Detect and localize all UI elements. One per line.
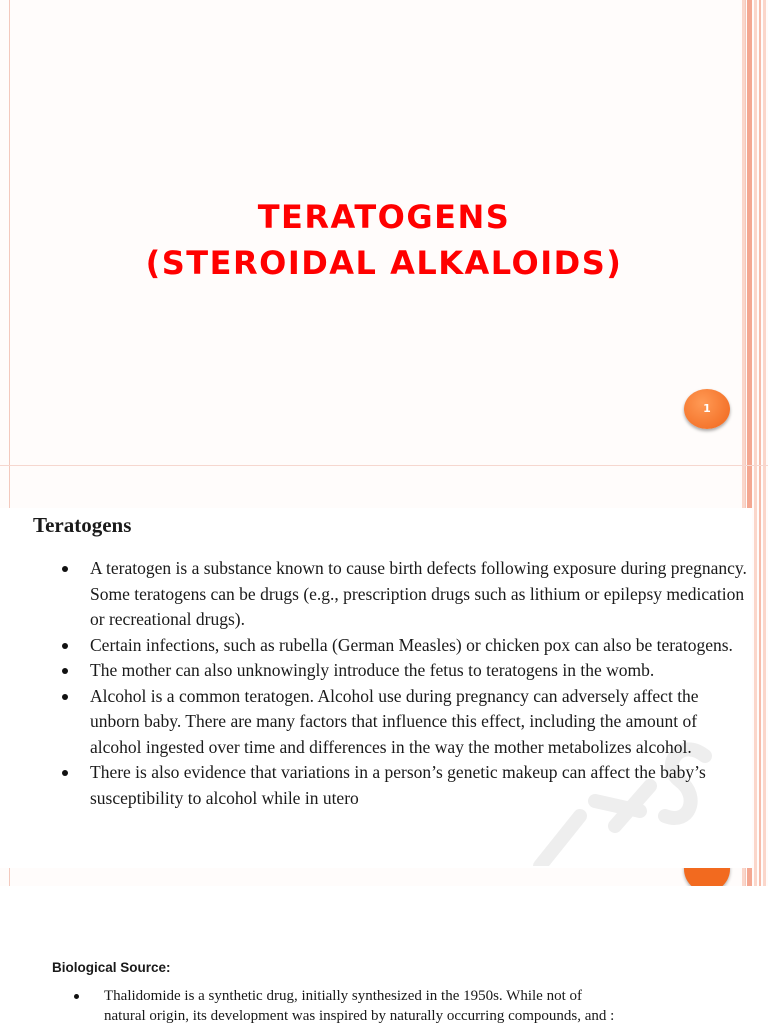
teratogens-slide: [0, 466, 768, 886]
page-number-badge: 1: [684, 389, 730, 429]
slide-title: [0, 194, 768, 286]
bullet-item: [74, 986, 768, 1024]
bullet-line: Thalidomide is a synthetic drug, initially synthesized in the 1950s. While not of: [104, 988, 582, 1004]
bullet-item: A teratogen is a substance known to cause birth defects following exposure during pregnancy. Some teratogens can be drugs (e.g., prescription drugs such as lithium or epilepsy medication or recreational drugs).: [62, 556, 752, 633]
bullet-item: The mother can also unknowingly introduce the fetus to teratogens in the womb.: [62, 658, 752, 684]
title-slide: [0, 0, 768, 466]
bullet-item: Certain infections, such as rubella (German Measles) or chicken pox can also be teratogens.: [62, 633, 752, 659]
section-heading: Teratogens: [33, 513, 132, 537]
bullet-item: There is also evidence that variations in a person’s genetic makeup can affect the baby’s susceptibility to alcohol while in utero: [62, 760, 752, 811]
slide-title-line-2: (STEROIDAL ALKALOIDS): [145, 244, 623, 282]
section-heading: Biological Source:: [52, 960, 171, 975]
bullet-list: [62, 556, 752, 811]
bullet-item: Alcohol is a common teratogen. Alcohol use during pregnancy can adversely affect the unborn baby. There are many factors that influence this effect, including the amount of alcohol ingested over time and differences in the way the mother metabolizes alcohol.: [62, 684, 752, 761]
biological-source-slide: [0, 948, 768, 1024]
bullet-line: natural origin, its development was inspired by naturally occurring compounds, and :: [104, 1008, 615, 1024]
slide-title-line-1: TERATOGENS: [257, 198, 511, 236]
